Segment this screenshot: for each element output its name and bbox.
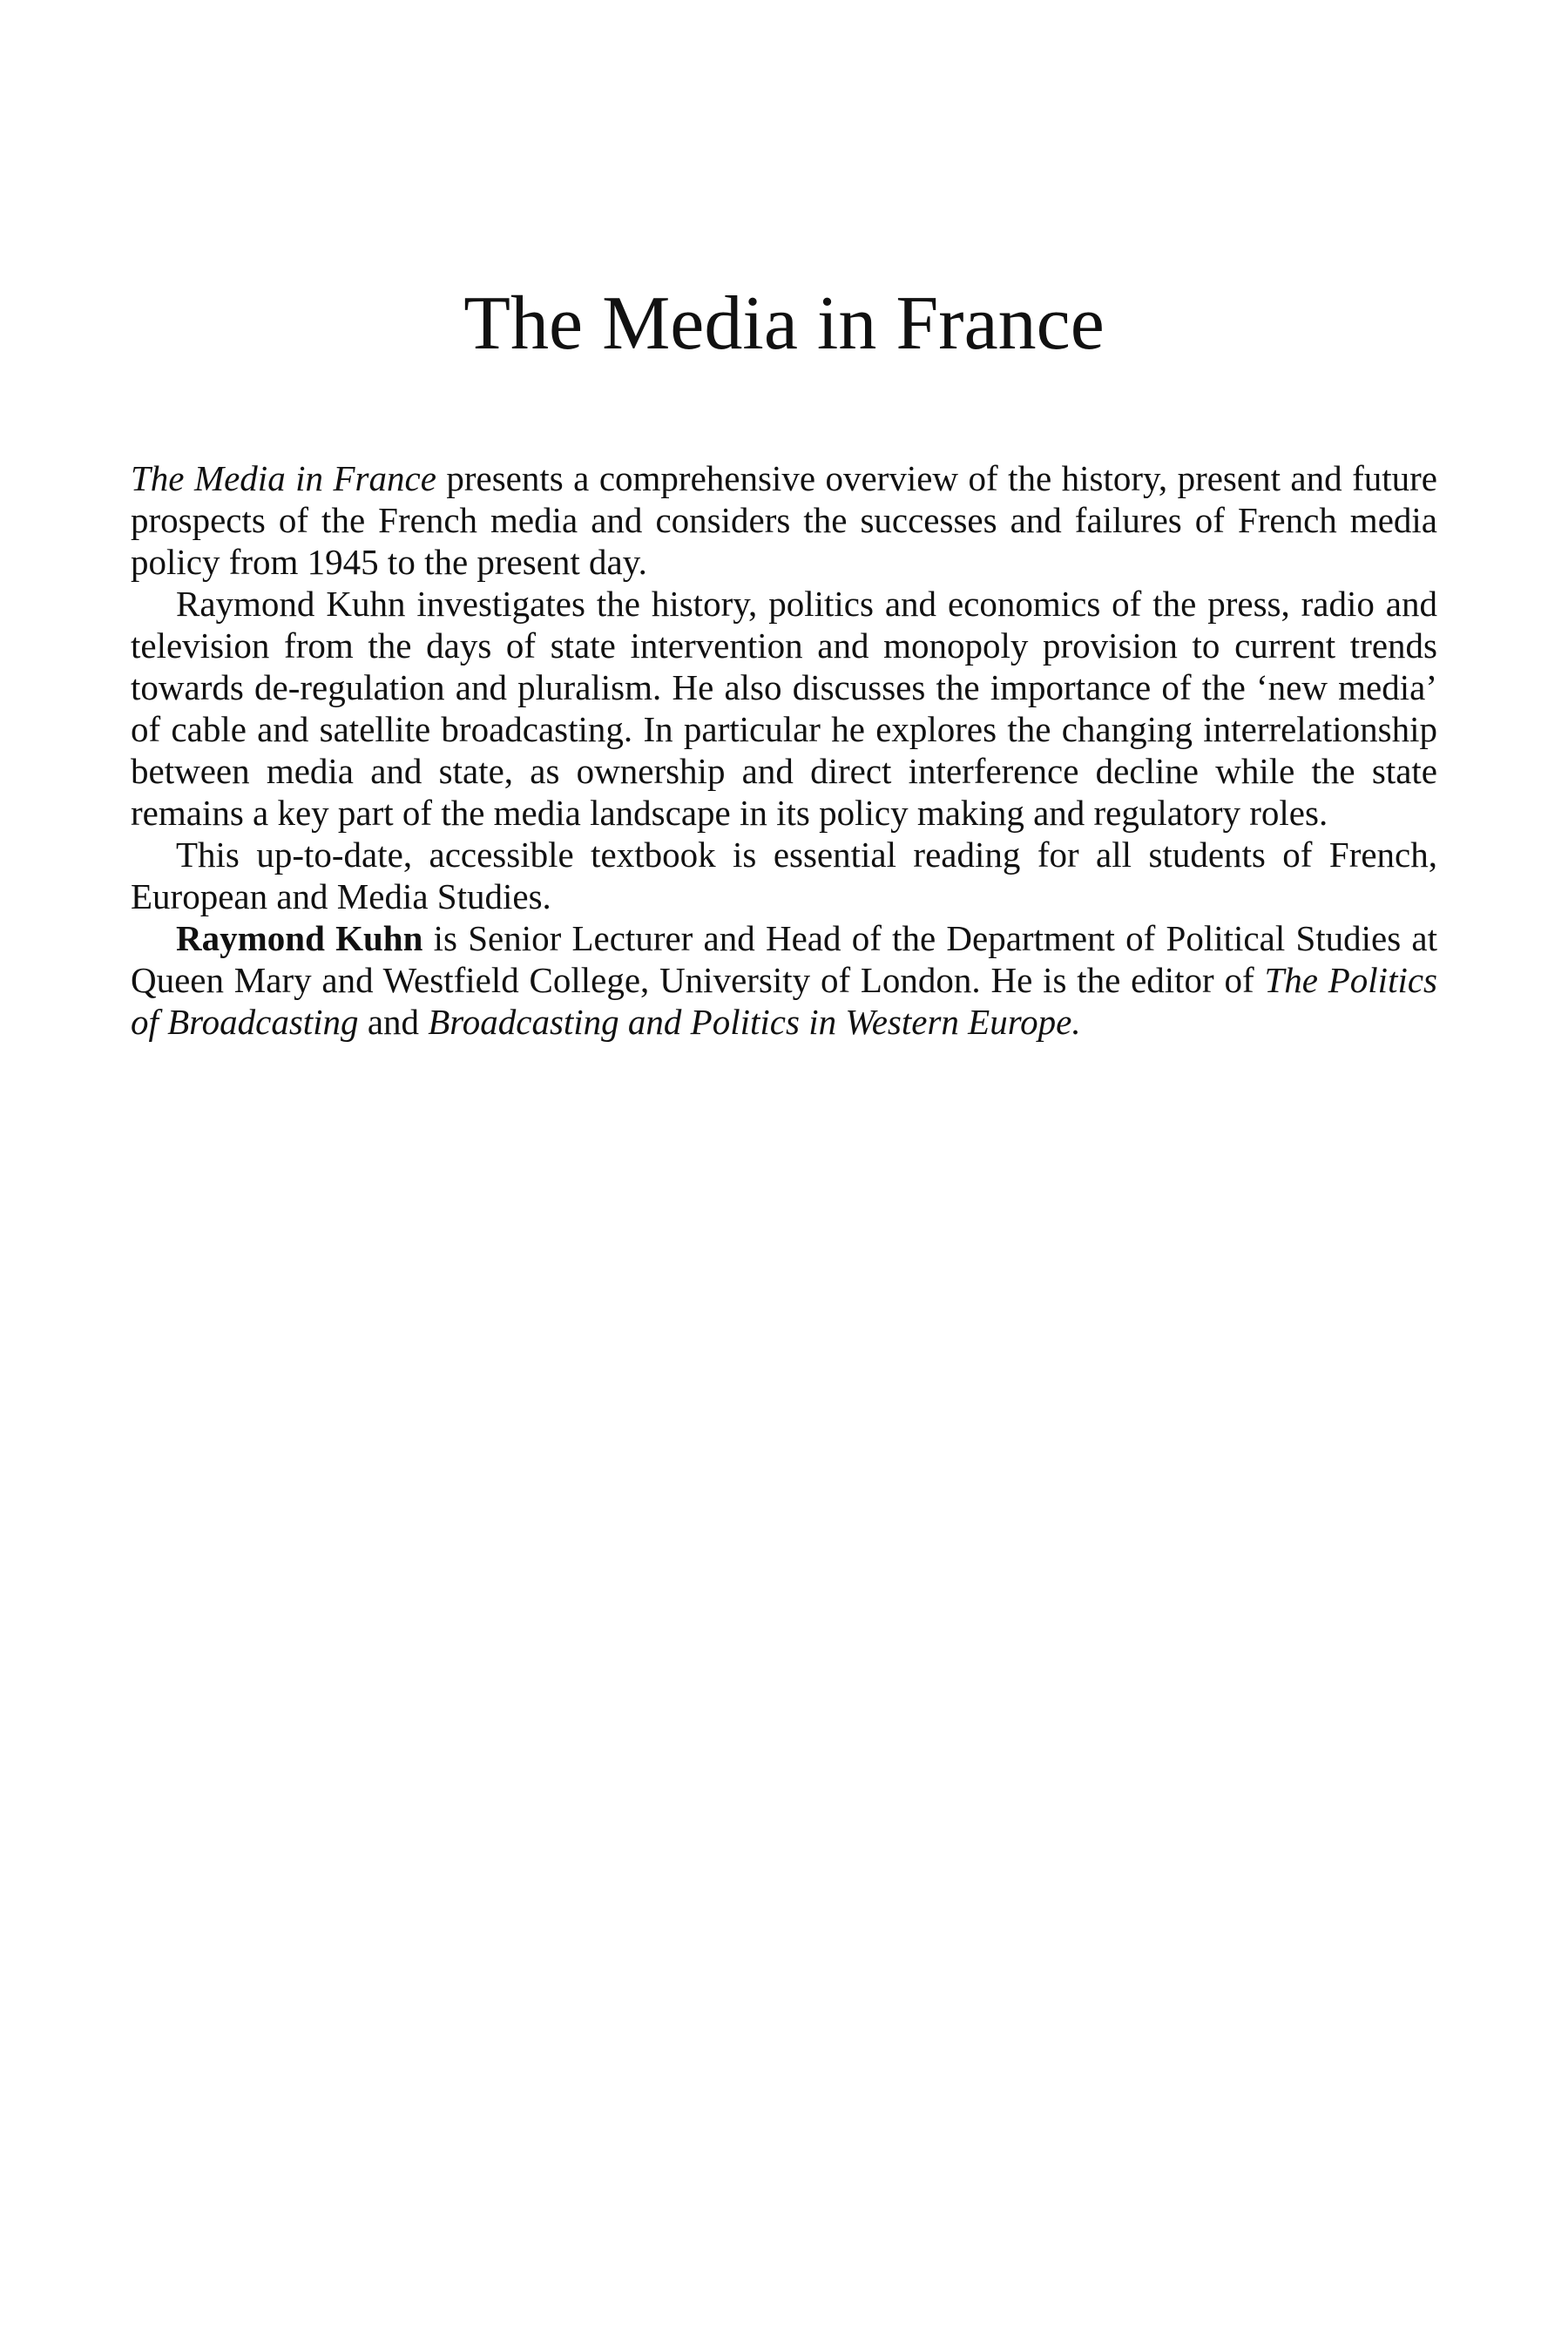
book-title-inline: The Media in France [131, 458, 436, 498]
paragraph-overview [131, 457, 1437, 583]
overview-text: presents a comprehensive overview of the history, present and future prospects of the French media and considers the successes and failures of French media policy from 1945 to the present day. [131, 458, 1437, 582]
edited-book-title-1: The Politics of Broadcasting [131, 960, 1438, 1042]
author-name: Raymond Kuhn [176, 918, 423, 958]
paragraph-author-bio [131, 917, 1437, 1043]
description-body [131, 457, 1437, 1043]
page-title: The Media in France [463, 281, 1105, 366]
paragraph-content: Raymond Kuhn investigates the history, politics and economics of the press, radio and television from the days of state intervention and monopoly provision to current trends towards de-regulation and pluralism. He also discusses the importance of the ‘new media’ of cable and satellite broadcasting. In particular he explores the changing interrelationship between media and state, as ownership and direct interference decline while the state remains a key part of the media landscape in its policy making and regulatory roles. [131, 584, 1437, 833]
edited-book-title-2: Broadcasting and Politics in Western Europe. [428, 1002, 1081, 1042]
paragraph-audience: This up-to-date, accessible textbook is essential reading for all students of French, European and Media Studies. [131, 835, 1437, 916]
author-bio-text-b: and [358, 1002, 429, 1042]
author-bio-text-a: is Senior Lecturer and Head of the Department of Political Studies at Queen Mary and Westfield College, University of London. He is the editor of [131, 918, 1437, 1000]
